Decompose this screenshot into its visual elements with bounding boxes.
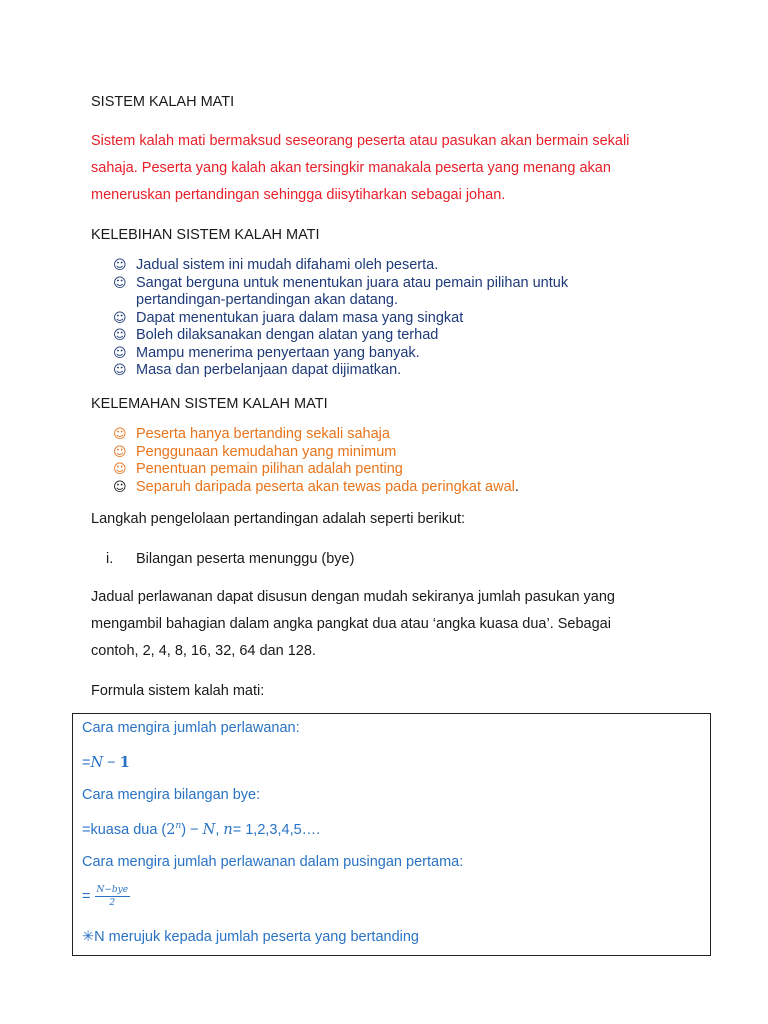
formula-box	[72, 713, 711, 956]
smiley-icon: ☺	[113, 462, 127, 477]
list-item: ☺ Penggunaan kemudahan yang minimum	[113, 443, 397, 460]
smiley-icon: ☺	[113, 328, 127, 343]
smiley-icon: ☺	[113, 427, 127, 442]
jadual-line: mengambil bahagian dalam angka pangkat dua atau ‘angka kuasa dua’. Sebagai	[91, 616, 611, 632]
list-item: ☺ Dapat menentukan juara dalam masa yang singkat	[113, 309, 464, 326]
kelemahan-list	[110, 426, 710, 496]
box-line-2: Cara mengira bilangan bye:	[82, 787, 261, 803]
smiley-icon: ☺	[113, 310, 127, 326]
smiley-icon: ☺	[113, 275, 127, 291]
kelebihan-list	[110, 257, 710, 380]
step-numeral: i.	[106, 551, 114, 567]
smiley-icon: ☺	[113, 258, 127, 273]
jadual-line: contoh, 2, 4, 8, 16, 32, 64 dan 128.	[91, 643, 316, 659]
formula-3: = $\frac{\text{N−bye}}{2}$	[82, 885, 129, 908]
list-item: ☺ Mampu menerima penyertaan yang banyak.	[113, 344, 420, 361]
step-text: Bilangan peserta menunggu (bye)	[136, 551, 355, 567]
intro-paragraph	[91, 128, 711, 209]
smiley-icon: ☺	[113, 444, 127, 460]
formula-label: Formula sistem kalah mati:	[91, 683, 265, 699]
list-item: ☺ Peserta hanya bertanding sekali sahaja	[113, 426, 390, 442]
intro-line: sahaja. Peserta yang kalah akan tersingkir manakala peserta yang menang akan	[91, 160, 611, 176]
smiley-icon: ☺	[113, 363, 127, 378]
list-item: ☺ Boleh dilaksanakan dengan alatan yang terhad	[113, 327, 439, 343]
kelebihan-heading: KELEBIHAN SISTEM KALAH MATI	[91, 227, 320, 243]
formula-2: =kuasa dua $(2^n) - N$, n= 1,2,3,4,5….	[82, 821, 321, 838]
list-item: ☺ Separuh daripada peserta akan tewas pada peringkat awal.	[113, 478, 519, 495]
list-item: ☺ Penentuan pemain pilihan adalah penting	[113, 461, 403, 477]
box-note: ✳N merujuk kepada jumlah peserta yang bertanding	[82, 929, 419, 945]
jadual-line: Jadual perlawanan dapat disusun dengan mudah sekiranya jumlah pasukan yang	[91, 589, 615, 605]
intro-line: meneruskan pertandingan sehingga diisytiharkan sebagai johan.	[91, 187, 506, 203]
kelemahan-heading: KELEMAHAN SISTEM KALAH MATI	[91, 396, 328, 412]
langkah-text: Langkah pengelolaan pertandingan adalah seperti berikut:	[91, 511, 466, 527]
smiley-icon: ☺	[113, 479, 127, 495]
list-item: ☺ Masa dan perbelanjaan dapat dijimatkan.	[113, 362, 402, 378]
box-line-3: Cara mengira jumlah perlawanan dalam pusingan pertama:	[82, 854, 464, 870]
box-line-1: Cara mengira jumlah perlawanan:	[82, 720, 300, 736]
asterisk-icon: ✳	[82, 929, 95, 945]
intro-line: Sistem kalah mati bermaksud seseorang peserta atau pasukan akan bermain sekali	[91, 133, 630, 149]
list-item: ☺ Jadual sistem ini mudah difahami oleh peserta.	[113, 257, 439, 273]
list-item: ☺ Sangat berguna untuk menentukan juara atau pemain pilihan untuk pertandingan-pertandingan akan datang.	[113, 274, 569, 308]
page-title: SISTEM KALAH MATI	[91, 94, 235, 110]
jadual-paragraph	[91, 584, 711, 665]
formula-1: =N − 1	[82, 754, 130, 771]
smiley-icon: ☺	[113, 345, 127, 361]
fraction: $\frac{\text{N−bye}}{2}$	[96, 885, 129, 908]
